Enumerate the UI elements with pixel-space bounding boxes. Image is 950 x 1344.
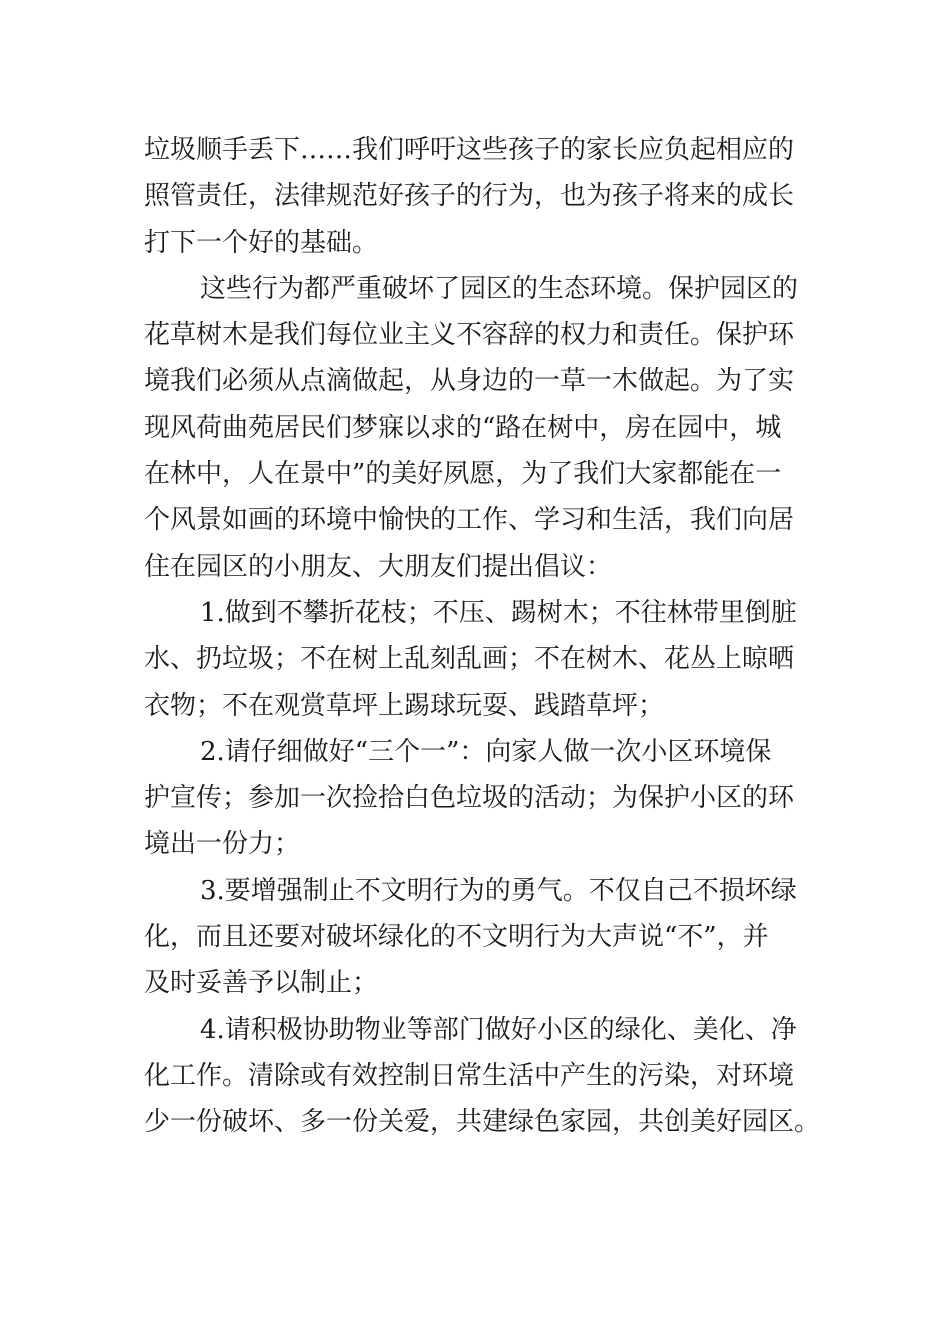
paragraph-environment [144, 266, 814, 590]
paragraph-continuation [144, 127, 814, 266]
text-line: 现风荷曲苑居民们梦寐以求的“路在树中，房在园中，城 [144, 412, 782, 443]
text-line: 打下一个好的基础。 [144, 227, 379, 258]
text-line: 少一份破坏、多一份关爱，共建绿色家园，共创美好园区。 [144, 1107, 821, 1138]
paragraph-item-4 [144, 1007, 821, 1146]
document-body [144, 127, 821, 1146]
text-line: 境我们必须从点滴做起，从身边的一草一木做起。为了实 [144, 366, 795, 397]
text-line: 化工作。清除或有效控制日常生活中产生的污染，对环境 [144, 1060, 795, 1091]
text-line: 4.请积极协助物业等部门做好小区的绿化、美化、净 [200, 1014, 797, 1045]
text-line: 3.要增强制止不文明行为的勇气。不仅自己不损坏绿 [200, 875, 797, 906]
text-line: 及时妥善予以制止； [144, 968, 379, 999]
text-line: 这些行为都严重破坏了园区的生态环境。保护园区的 [200, 273, 799, 304]
text-line: 个风景如画的环境中愉快的工作、学习和生活，我们向居 [144, 505, 795, 536]
text-line: 化，而且还要对破坏绿化的不文明行为大声说“不”，并 [144, 922, 769, 953]
text-line: 境出一份力； [144, 829, 301, 860]
paragraph-item-1 [144, 590, 814, 729]
text-line: 花草树木是我们每位业主义不容辞的权力和责任。保护环 [144, 320, 795, 351]
text-line: 2.请仔细做好“三个一”：向家人做一次小区环境保 [200, 736, 772, 767]
text-line: 1.做到不攀折花枝；不压、踢树木；不往林带里倒脏 [200, 597, 797, 628]
paragraph-item-3 [144, 868, 814, 1007]
text-line: 住在园区的小朋友、大朋友们提出倡议： [144, 551, 613, 582]
text-line: 水、扔垃圾；不在树上乱刻乱画；不在树木、花丛上晾晒 [144, 644, 795, 675]
text-line: 照管责任，法律规范好孩子的行为，也为孩子将来的成长 [144, 181, 795, 212]
text-line: 护宣传；参加一次捡拾白色垃圾的活动；为保护小区的环 [144, 783, 795, 814]
paragraph-item-2 [144, 729, 814, 868]
text-line: 垃圾顺手丢下……我们呼吁这些孩子的家长应负起相应的 [144, 135, 795, 165]
text-line: 在林中，人在景中”的美好夙愿，为了我们大家都能在一 [144, 459, 782, 490]
text-line: 衣物；不在观赏草坪上踢球玩耍、践踏草坪； [144, 690, 665, 721]
